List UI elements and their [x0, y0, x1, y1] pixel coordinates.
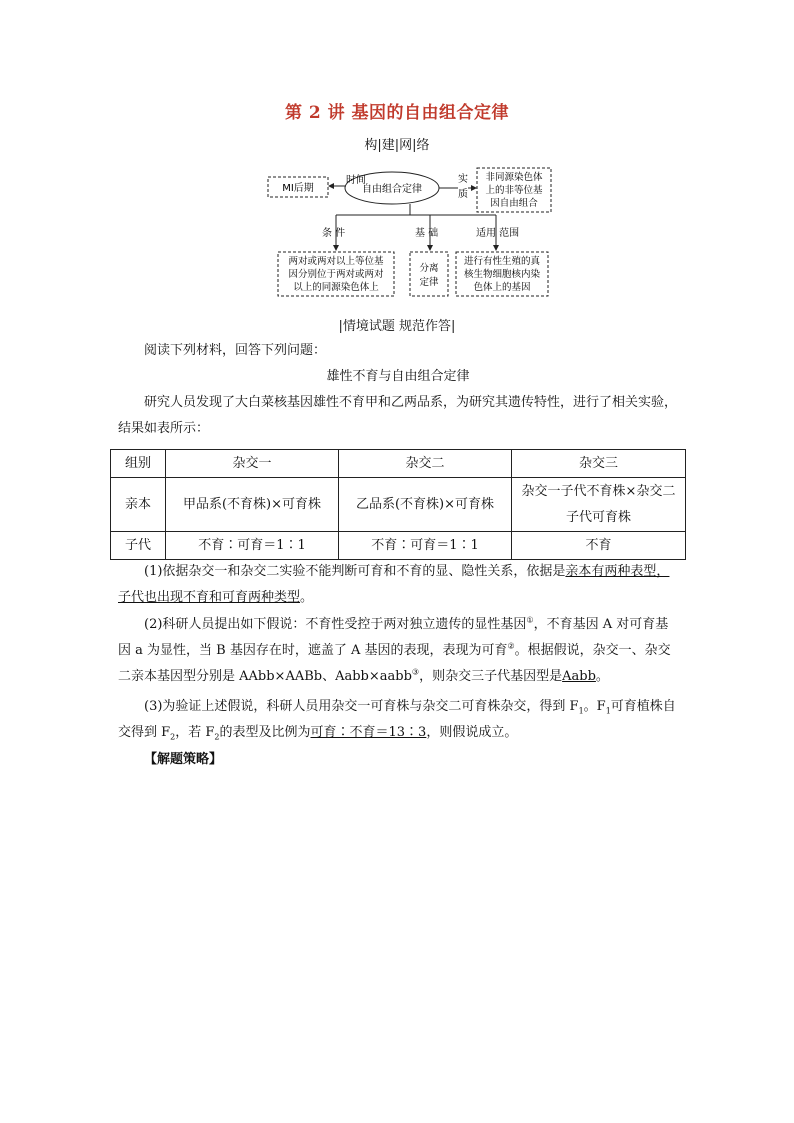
header-cell: 杂交二	[339, 450, 512, 478]
table-cell: 不育∶可育＝1∶1	[339, 532, 512, 560]
condition-label: 条 件	[322, 228, 346, 239]
condition-box-line-1: 两对或两对以上等位基	[288, 256, 384, 267]
page-title: 第 2 讲 基因的自由组合定律	[284, 103, 510, 123]
row-label: 子代	[111, 532, 166, 560]
basis-box-line-2: 定律	[419, 277, 439, 288]
condition-box-line-2: 因分别位于两对或两对	[288, 269, 384, 280]
basis-label: 基 础	[415, 228, 439, 239]
answer-1: 亲本有两种表型，子代也出现不育和可育两种类型	[118, 564, 670, 605]
answer-2: Aabb	[562, 669, 596, 684]
table-cell: 乙品系(不育株)×可育株	[339, 478, 512, 532]
table-cell: 不育	[512, 532, 686, 560]
scope-box-line-2: 核生物细胞核内染	[463, 269, 541, 280]
header-cell: 杂交一	[166, 450, 339, 478]
scope-box-line-1: 进行有性生殖的真	[463, 256, 541, 267]
essence-box-line-3: 因自由组合	[490, 198, 538, 209]
essence-box-line-1: 非同源染色体	[485, 172, 543, 183]
basis-box	[410, 252, 448, 296]
time-arrow-head	[328, 183, 334, 189]
essence-arrow-head	[471, 185, 477, 191]
answer-3: 可育∶不育＝13∶3	[310, 725, 427, 740]
essence-label-2: 质	[458, 189, 468, 200]
strategy-heading: 【解题策略】	[144, 752, 223, 767]
header-cell: 组别	[111, 450, 166, 478]
scope-box-line-3: 色体上的基因	[473, 282, 531, 293]
essence-label-1: 实	[458, 174, 468, 185]
row-label: 亲本	[111, 478, 166, 532]
question-1: (1)依据杂交一和杂交二实验不能判断可育和不育的显、隐性关系，依据是亲本有两种表型，子代也出现不育和可育两种类型。	[118, 564, 670, 605]
material-paragraph: 研究人员发现了大白菜核基因雄性不育甲和乙两品系，为研究其遗传特性，进行了相关实验，结果如表所示：	[118, 395, 678, 436]
concept-map	[260, 160, 560, 305]
time-label: 时间	[346, 175, 366, 186]
table-cell: 不育∶可育＝1∶1	[166, 532, 339, 560]
intro-text: 阅读下列材料，回答下列问题：	[144, 343, 327, 358]
condition-arrow-head	[333, 245, 339, 251]
table-header-row	[111, 450, 686, 478]
scope-label: 适用 范围	[476, 228, 520, 239]
material-title: 雄性不育与自由组合定律	[326, 369, 470, 384]
marker-2: ②	[507, 641, 515, 651]
header-cell: 杂交三	[512, 450, 686, 478]
time-box-label: MⅠ后期	[282, 183, 314, 194]
table-cell: 甲品系(不育株)×可育株	[166, 478, 339, 532]
table-row	[111, 478, 686, 532]
basis-arrow-head	[427, 245, 433, 251]
question-2: (2)科研人员提出如下假说：不育性受控于两对独立遗传的显性基因①，不育基因 A 对可育基因 a 为显性，当 B 基因存在时，遮盖了 A 基因的表现，表现为可育②。根据假说，杂交一、杂交二亲本基因型分别是 AAbb×AABb、Aabb×aabb③，则杂交三子代基因型是Aabb。	[118, 615, 671, 684]
section-heading-network: 构|建|网|络	[364, 138, 430, 153]
marker-1: ①	[526, 615, 534, 625]
question-3: (3)为验证上述假说，科研人员用杂交一可育株与杂交二可育株杂交，得到 $F_1$。$F_1$可育植株自交得到 $F_2$，若 $F_2$的表型及比例为可育∶不育＝13∶3，则假说成立。	[118, 699, 676, 742]
condition-box-line-3: 以上的同源染色体上	[293, 282, 379, 293]
essence-box-line-2: 上的非等位基	[485, 185, 543, 196]
scope-arrow-head	[493, 245, 499, 251]
results-table	[110, 449, 686, 560]
section-heading-scenario: |情境试题 规范作答|	[338, 319, 456, 334]
center-node-label: 自由组合定律	[362, 184, 422, 195]
table-cell: 杂交一子代不育株×杂交二子代可育株	[512, 478, 686, 532]
marker-3: ③	[411, 667, 420, 677]
table-row	[111, 532, 686, 560]
basis-box-line-1: 分离	[419, 263, 439, 274]
